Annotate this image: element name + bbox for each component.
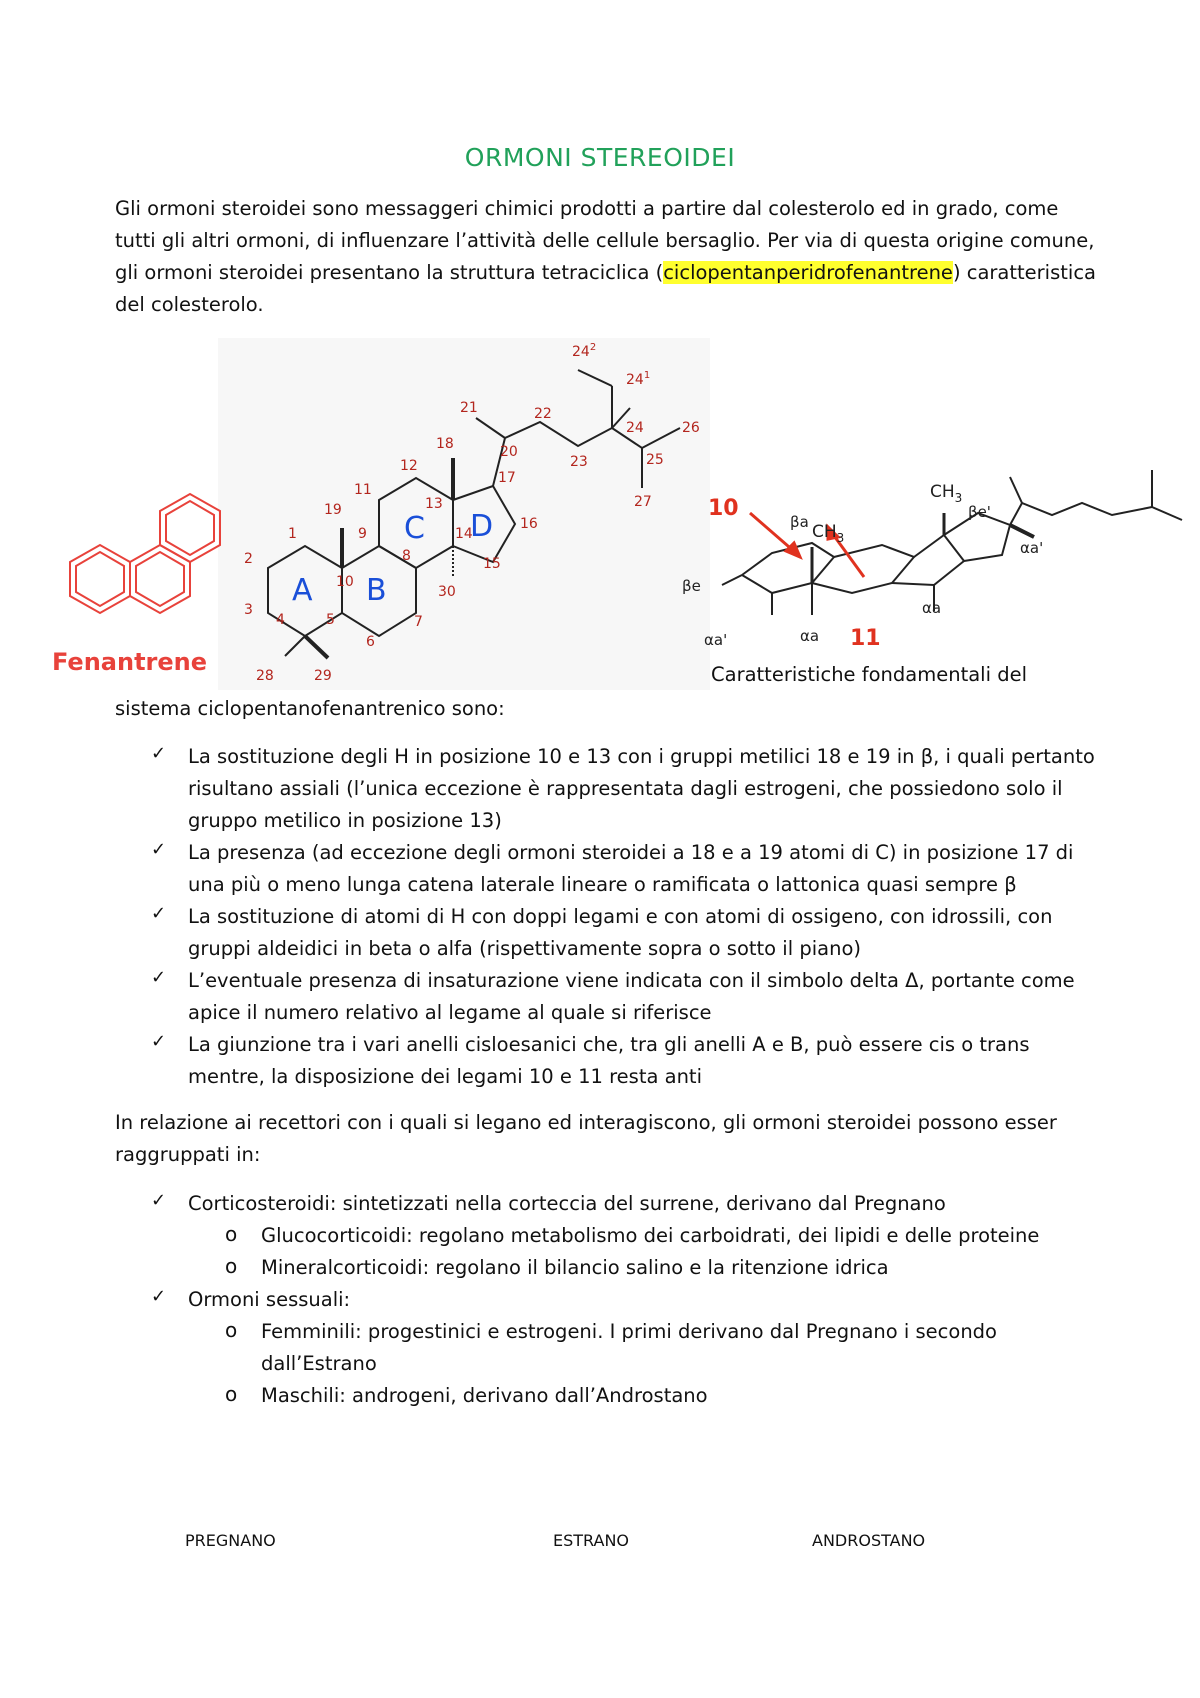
sub-item-femminili: Femminili: progestinici e estrogeni. I primi derivano dal Pregnano i secondo dall’Estrano: [261, 1320, 997, 1375]
ring-label-b: B: [366, 573, 387, 608]
carbon-24-2: $24^2$: [572, 342, 597, 360]
check-icon: ✓: [151, 903, 167, 924]
conformation-figure: [672, 465, 1200, 655]
alpha-a-label-1: αa': [704, 631, 728, 649]
sub-bullet: o: [225, 1382, 238, 1406]
caption-part-2: sistema ciclopentanofenantrenico sono:: [115, 697, 505, 720]
carbon-27: 27: [634, 494, 652, 510]
ring-label-c: C: [404, 511, 425, 546]
carbon-17: 17: [498, 470, 516, 486]
carbon-21: 21: [460, 400, 478, 416]
feature-item: La sostituzione di atomi di H con doppi legami e con atomi di ossigeno, con idrossili, con gruppi aldeidici in beta o alfa (rispettivamente sopra o sotto il piano): [188, 905, 1053, 960]
check-icon: ✓: [151, 1190, 167, 1211]
carbon-25: 25: [646, 452, 664, 468]
ch3-label-b: $CH_3$: [930, 482, 963, 505]
page-title: ORMONI STEREOIDEI: [464, 143, 736, 172]
check-icon: ✓: [151, 967, 167, 988]
intro-paragraph: [115, 193, 1105, 321]
edge-mark: [1194, 562, 1200, 604]
carbon-19: 19: [324, 502, 342, 518]
carbon-13: 13: [425, 496, 443, 512]
carbon-23: 23: [570, 454, 588, 470]
alpha-a-label-2: αa: [800, 627, 820, 645]
fenantrene-label: Fenantrene: [52, 648, 208, 676]
intro-text: Gli ormoni steroidei sono messaggeri chimici prodotti a partire dal colesterolo ed in grado, come tutti gli altri ormoni, di influenzare l’attività delle cellule bersaglio. Per via di questa origine comune, gli ormoni steroidei presentano la struttura tetraciclica (: [115, 197, 1095, 284]
ring-label-a: A: [292, 573, 313, 608]
carbon-2: 2: [244, 551, 253, 567]
footer-androstano: ANDROSTANO: [812, 1531, 926, 1550]
sub-bullet: o: [225, 1254, 238, 1278]
group-item-ormoni-sessuali: Ormoni sessuali:: [188, 1288, 351, 1311]
carbon-20: 20: [500, 444, 518, 460]
carbon-14: 14: [455, 526, 473, 542]
carbon-7: 7: [414, 614, 423, 630]
alpha-a-label-3: αa: [922, 599, 942, 617]
carbon-16: 16: [520, 516, 538, 532]
check-icon: ✓: [151, 743, 167, 764]
feature-item: La sostituzione degli H in posizione 10 e 13 con i gruppi metilici 18 e 19 in β, i quali pertanto risultano assiali (l’unica eccezione è rappresentata dagli estrogeni, che possiedono solo il gruppo metilico in posizione 13): [188, 745, 1095, 832]
beta-a-label: βa: [790, 513, 809, 531]
sub-item-mineralcorticoidi: Mineralcorticoidi: regolano il bilancio salino e la ritenzione idrica: [261, 1256, 889, 1279]
intro-text-end: ) caratteristica del colesterolo.: [115, 261, 1096, 316]
steroid-skeleton-figure: [30, 338, 710, 690]
carbon-26: 26: [682, 420, 700, 436]
carbon-1: 1: [288, 526, 297, 542]
receptors-paragraph: In relazione ai recettori con i quali si legano ed interagiscono, gli ormoni steroidei possono esser raggruppati in:: [115, 1111, 1057, 1166]
carbon-28: 28: [256, 668, 274, 684]
carbon-11: 11: [354, 482, 372, 498]
carbon-24-1: $24^1$: [626, 370, 651, 388]
sub-item-glucocorticoidi: Glucocorticoidi: regolano metabolismo dei carboidrati, dei lipidi e delle proteine: [261, 1224, 1040, 1247]
highlighted-term: ciclopentanperidrofenantrene: [663, 261, 953, 284]
check-icon: ✓: [151, 1031, 167, 1052]
fenantrene-structure: [70, 494, 220, 613]
carbon-18: 18: [436, 436, 454, 452]
carbon-8: 8: [402, 548, 411, 564]
label-10: 10: [708, 496, 739, 521]
group-item-corticosteroidi: Corticosteroidi: sintetizzati nella corteccia del surrene, derivano dal Pregnano: [188, 1192, 946, 1215]
feature-item: La presenza (ad eccezione degli ormoni steroidei a 18 e a 19 atomi di C) in posizione 17 di una più o meno lunga catena laterale lineare o ramificata o lattonica quasi sempre β: [188, 841, 1074, 896]
beta-e-prime-label: βe': [968, 503, 991, 521]
sub-bullet: o: [225, 1222, 238, 1246]
footer-estrano: ESTRANO: [553, 1531, 630, 1550]
carbon-6: 6: [366, 634, 375, 650]
carbon-29: 29: [314, 668, 332, 684]
carbon-15: 15: [483, 556, 501, 572]
carbon-12: 12: [400, 458, 418, 474]
feature-item: La giunzione tra i vari anelli cisloesanici che, tra gli anelli A e B, può essere cis o trans mentre, la disposizione dei legami 10 e 11 resta anti: [188, 1033, 1030, 1088]
carbon-24: 24: [626, 420, 644, 436]
carbon-22: 22: [534, 406, 552, 422]
label-11: 11: [850, 626, 881, 651]
carbon-30: 30: [438, 584, 456, 600]
carbon-10: 10: [336, 574, 354, 590]
carbon-5: 5: [326, 612, 335, 628]
check-icon: ✓: [151, 839, 167, 860]
ch3-label-a: $CH_3$: [812, 522, 845, 545]
ring-label-d: D: [470, 509, 494, 544]
footer-pregnano: PREGNANO: [185, 1531, 276, 1550]
carbon-9: 9: [358, 526, 367, 542]
sub-bullet: o: [225, 1318, 238, 1342]
beta-e-label: βe: [682, 577, 701, 595]
check-icon: ✓: [151, 1286, 167, 1307]
sub-item-maschili: Maschili: androgeni, derivano dall’Androstano: [261, 1384, 708, 1407]
carbon-3: 3: [244, 602, 253, 618]
caption-part-1: Caratteristiche fondamentali del: [711, 663, 1028, 686]
alpha-a-prime-label: αa': [1020, 539, 1044, 557]
carbon-4: 4: [276, 612, 285, 628]
feature-item: L’eventuale presenza di insaturazione viene indicata con il simbolo delta Δ, portante come apice il numero relativo al legame al quale si riferisce: [188, 969, 1075, 1024]
